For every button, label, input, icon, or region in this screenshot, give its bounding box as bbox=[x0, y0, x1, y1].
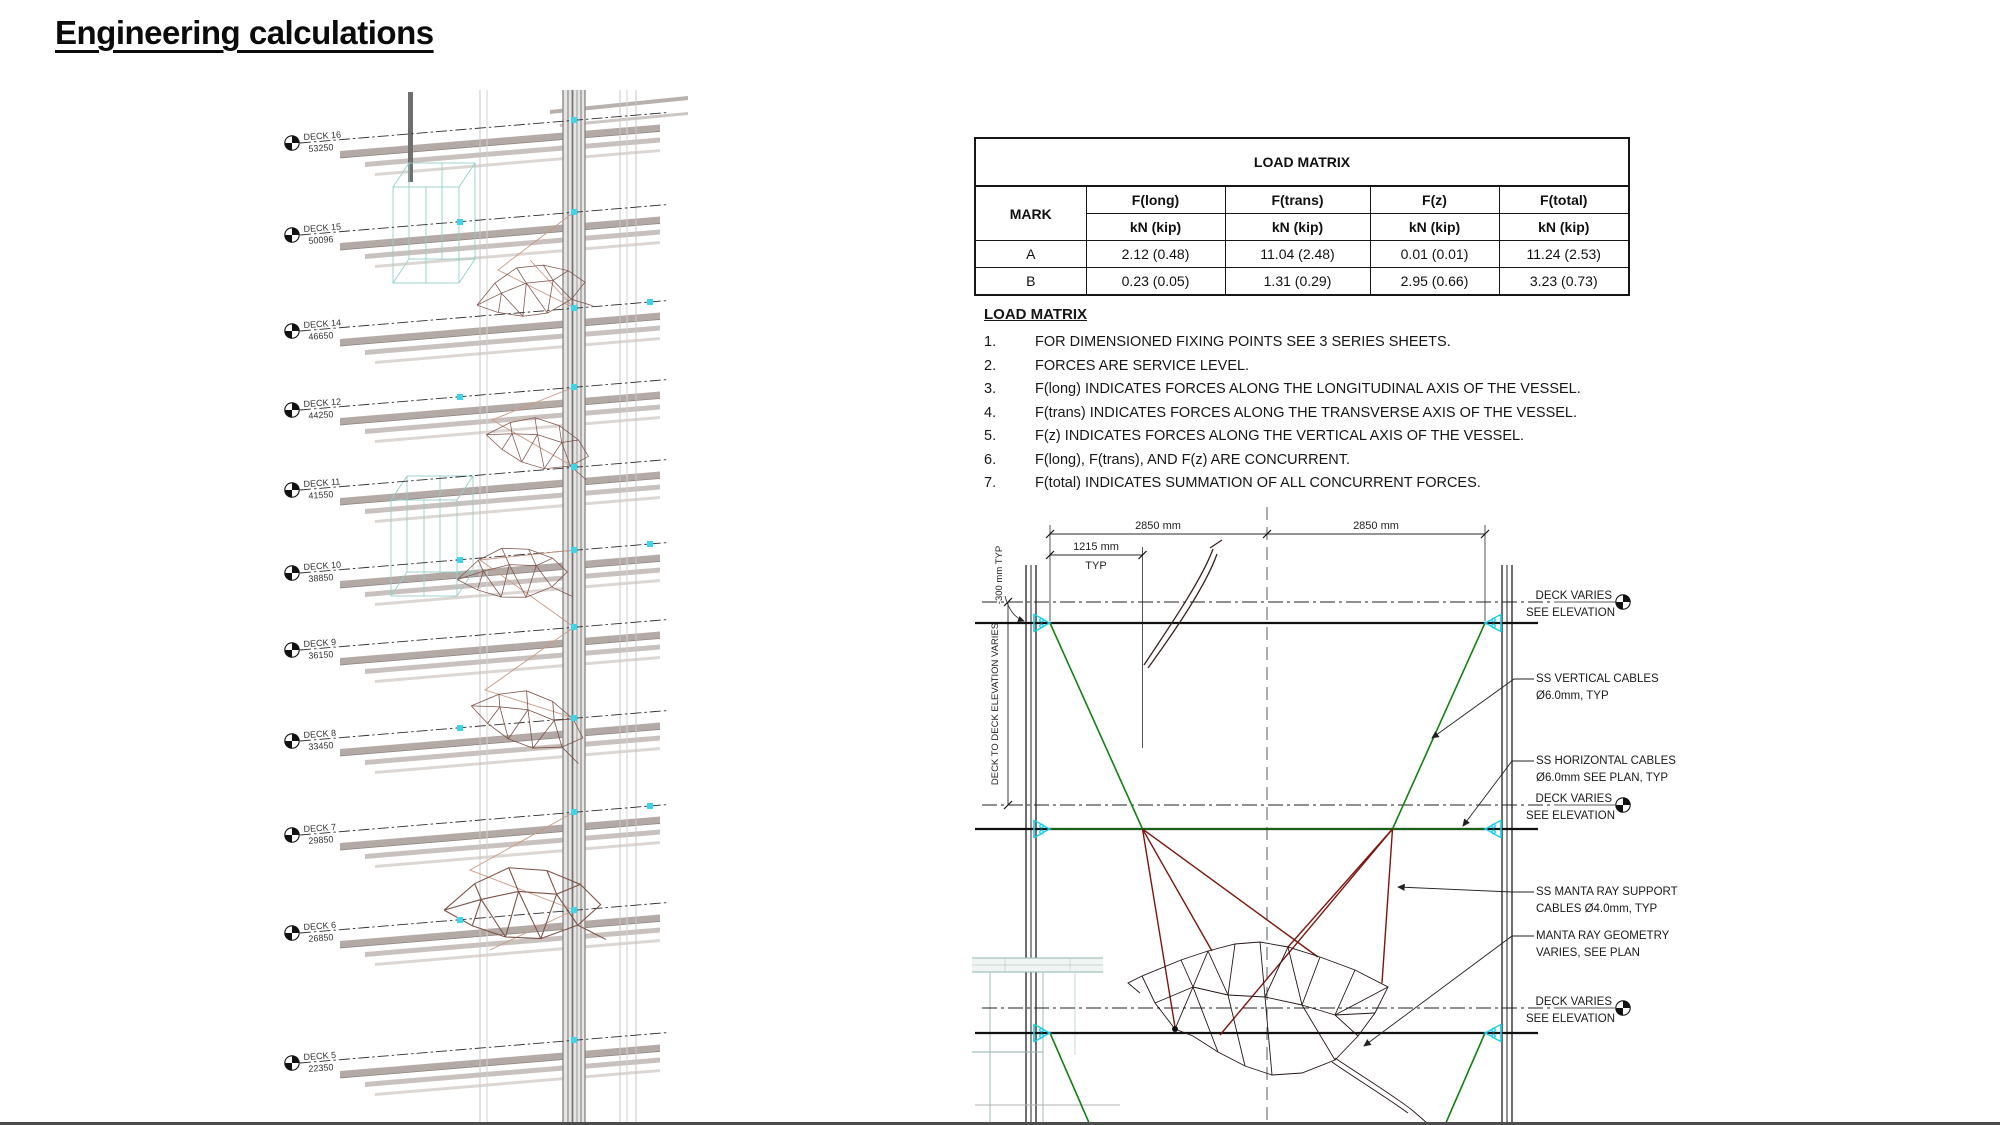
svg-text:DECK VARIES: DECK VARIES bbox=[1535, 996, 1612, 1008]
col-header-ftrans: F(trans) bbox=[1225, 186, 1370, 214]
deck-marker bbox=[285, 822, 337, 846]
note-text: F(long), F(trans), AND F(z) ARE CONCURRENT. bbox=[1035, 451, 1350, 468]
svg-text:SS HORIZONTAL CABLES: SS HORIZONTAL CABLES bbox=[1536, 755, 1676, 767]
deck-marker bbox=[285, 560, 342, 585]
deck-elevation-label: 26850 bbox=[308, 932, 334, 944]
callout-manta-geometry bbox=[1536, 930, 1670, 959]
col-header-fz: F(z) bbox=[1370, 186, 1499, 214]
deck-marker bbox=[285, 1050, 337, 1074]
deck-elevation-label: 22350 bbox=[308, 1062, 334, 1074]
deck-name-label: DECK 16 bbox=[303, 129, 342, 143]
table-title: LOAD MATRIX bbox=[975, 138, 1629, 186]
svg-text:Ø6.0mm SEE PLAN, TYP: Ø6.0mm SEE PLAN, TYP bbox=[1536, 772, 1669, 784]
deck-elevation-label: 38850 bbox=[308, 572, 334, 584]
svg-text:VARIES, SEE PLAN: VARIES, SEE PLAN bbox=[1536, 947, 1640, 959]
cell-mark: B bbox=[975, 268, 1086, 296]
svg-text:MANTA RAY GEOMETRY: MANTA RAY GEOMETRY bbox=[1536, 930, 1670, 942]
deck-name-label: DECK 8 bbox=[303, 727, 337, 741]
deck-name-label: DECK 7 bbox=[303, 821, 337, 835]
deck-marker bbox=[285, 397, 342, 422]
note-item bbox=[984, 378, 1664, 402]
svg-text:DECK VARIES: DECK VARIES bbox=[1535, 590, 1612, 602]
svg-text:SEE ELEVATION: SEE ELEVATION bbox=[1525, 607, 1615, 619]
svg-text:Ø6.0mm, TYP: Ø6.0mm, TYP bbox=[1536, 690, 1609, 702]
note-number: 4. bbox=[984, 404, 997, 421]
deck-elevation-label: 36150 bbox=[308, 649, 334, 661]
deck-marker bbox=[285, 920, 337, 944]
unit-header: kN (kip) bbox=[1370, 214, 1499, 241]
deck-name-label: DECK 10 bbox=[303, 559, 342, 573]
deck-elevation-label: 46650 bbox=[308, 330, 334, 342]
callout-leaders bbox=[1364, 679, 1534, 1046]
deck-elevation-label: 41550 bbox=[308, 489, 334, 501]
cell-mark: A bbox=[975, 241, 1086, 268]
svg-text:CABLES Ø4.0mm, TYP: CABLES Ø4.0mm, TYP bbox=[1536, 903, 1658, 915]
deck-marker bbox=[285, 637, 337, 661]
deck-name-label: DECK 11 bbox=[303, 476, 341, 490]
dim-label-span-left: 2850 mm bbox=[1135, 520, 1181, 532]
unit-header: kN (kip) bbox=[1086, 214, 1225, 241]
dim-label-span-right: 2850 mm bbox=[1353, 520, 1399, 532]
table-row bbox=[975, 241, 1629, 268]
note-number: 1. bbox=[984, 334, 997, 350]
note-item bbox=[984, 402, 1664, 426]
building-elevation-3d-view bbox=[230, 90, 690, 1125]
deck-marker bbox=[285, 477, 342, 502]
page-title: Engineering calculations bbox=[55, 14, 434, 51]
deck-name-label: DECK 14 bbox=[303, 317, 342, 331]
cell-ftrans: 11.04 (2.48) bbox=[1225, 241, 1370, 268]
callout-support-cables bbox=[1536, 886, 1678, 915]
note-text: F(trans) INDICATES FORCES ALONG THE TRANSVERSE AXIS OF THE VESSEL. bbox=[1035, 404, 1578, 421]
dim-label-offset-typ: TYP bbox=[1085, 560, 1107, 572]
note-item bbox=[984, 355, 1664, 379]
note-text: FORCES ARE SERVICE LEVEL. bbox=[1035, 357, 1250, 374]
svg-text:SS MANTA RAY SUPPORT: SS MANTA RAY SUPPORT bbox=[1536, 886, 1678, 898]
cell-ftotal: 3.23 (0.73) bbox=[1499, 268, 1629, 296]
deck-marker bbox=[285, 222, 342, 247]
unit-header: kN (kip) bbox=[1225, 214, 1370, 241]
deck-name-label: DECK 6 bbox=[303, 919, 337, 933]
notes-heading: LOAD MATRIX bbox=[984, 306, 1088, 323]
note-number: 5. bbox=[984, 428, 997, 444]
svg-text:SEE ELEVATION: SEE ELEVATION bbox=[1525, 1013, 1615, 1025]
deck-varies-label bbox=[1526, 996, 1630, 1025]
deck-level-markers bbox=[285, 130, 342, 1075]
note-text: FOR DIMENSIONED FIXING POINTS SEE 3 SERIES SHEETS. bbox=[1035, 334, 1451, 350]
deck-elevation-label: 50096 bbox=[308, 234, 334, 246]
callout-vertical-cables bbox=[1536, 673, 1659, 702]
svg-text:SEE ELEVATION: SEE ELEVATION bbox=[1525, 810, 1615, 822]
note-item bbox=[984, 449, 1664, 473]
note-item bbox=[984, 425, 1664, 449]
note-item bbox=[984, 331, 1664, 355]
left-vertical-dimension bbox=[990, 546, 1024, 809]
cell-ftotal: 11.24 (2.53) bbox=[1499, 241, 1629, 268]
deck-marker bbox=[285, 130, 342, 155]
note-number: 7. bbox=[984, 475, 997, 491]
note-text: F(long) INDICATES FORCES ALONG THE LONGITUDINAL AXIS OF THE VESSEL. bbox=[1035, 381, 1581, 397]
svg-text:DECK VARIES: DECK VARIES bbox=[1535, 793, 1612, 805]
side-deck-structure bbox=[972, 958, 1120, 1125]
deck-elevation-label: 53250 bbox=[308, 142, 334, 154]
cell-fz: 2.95 (0.66) bbox=[1370, 268, 1499, 296]
callout-horizontal-cables bbox=[1536, 755, 1676, 784]
note-number: 2. bbox=[984, 357, 997, 374]
note-number: 6. bbox=[984, 451, 997, 468]
upper-wing-fragment bbox=[1144, 540, 1222, 668]
cell-ftrans: 1.31 (0.29) bbox=[1225, 268, 1370, 296]
deck-varies-label bbox=[1526, 590, 1630, 619]
note-text: F(total) INDICATES SUMMATION OF ALL CONCURRENT FORCES. bbox=[1035, 475, 1481, 491]
table-row bbox=[975, 268, 1629, 296]
cell-fz: 0.01 (0.01) bbox=[1370, 241, 1499, 268]
cable-net-detail-diagram bbox=[950, 495, 1690, 1125]
cell-flong: 0.23 (0.05) bbox=[1086, 268, 1225, 296]
deck-name-label: DECK 5 bbox=[303, 1049, 337, 1063]
deck-elevation-label: 29850 bbox=[308, 834, 334, 846]
dim-label-minus300: -300 mm TYP bbox=[994, 545, 1005, 605]
deck-elevation-label: 44250 bbox=[308, 409, 334, 421]
deck-elevation-label: 33450 bbox=[308, 740, 334, 752]
deck-name-label: DECK 15 bbox=[303, 221, 342, 235]
load-matrix-notes bbox=[984, 306, 1664, 496]
dim-label-offset: 1215 mm bbox=[1073, 541, 1119, 553]
dim-label-deck-to-deck: DECK TO DECK ELEVATION VARIES bbox=[990, 622, 1001, 786]
col-header-mark: MARK bbox=[975, 186, 1086, 241]
load-matrix-table bbox=[974, 137, 1630, 296]
col-header-ftotal: F(total) bbox=[1499, 186, 1629, 214]
deck-name-label: DECK 12 bbox=[303, 396, 342, 410]
unit-header: kN (kip) bbox=[1499, 214, 1629, 241]
cell-flong: 2.12 (0.48) bbox=[1086, 241, 1225, 268]
note-item bbox=[984, 472, 1664, 496]
deck-marker bbox=[285, 318, 342, 343]
deck-name-label: DECK 9 bbox=[303, 636, 337, 650]
note-number: 3. bbox=[984, 381, 997, 397]
deck-marker bbox=[285, 728, 337, 752]
svg-text:SS VERTICAL CABLES: SS VERTICAL CABLES bbox=[1536, 673, 1659, 685]
col-header-flong: F(long) bbox=[1086, 186, 1225, 214]
note-text: F(z) INDICATES FORCES ALONG THE VERTICAL AXIS OF THE VESSEL. bbox=[1035, 428, 1525, 444]
deck-varies-labels bbox=[1526, 590, 1630, 1025]
deck-varies-label bbox=[1526, 793, 1630, 822]
